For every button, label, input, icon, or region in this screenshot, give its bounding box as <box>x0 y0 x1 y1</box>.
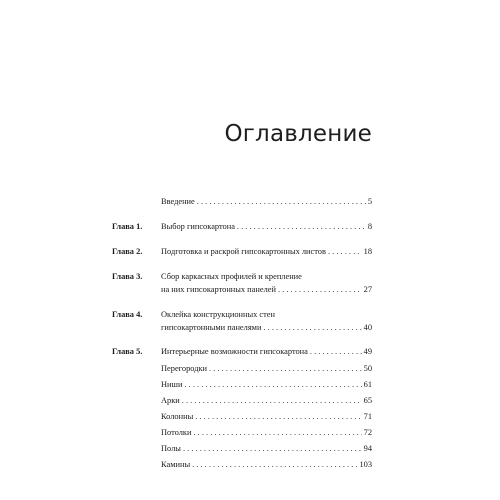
toc-entry-body <box>161 220 372 233</box>
toc-page-number: 8 <box>367 222 372 231</box>
dot-leader <box>195 410 361 423</box>
dot-leader <box>310 345 362 358</box>
chapter-label: Глава 1. <box>112 222 143 231</box>
dot-leader <box>184 378 361 391</box>
toc-page-number: 72 <box>363 428 372 437</box>
toc-line <box>161 245 372 258</box>
toc-line <box>161 270 372 283</box>
toc-subentry[interactable] <box>161 458 372 471</box>
toc-entry-body <box>161 308 372 334</box>
toc-entry-title: Введение <box>161 197 195 206</box>
chapter-label: Глава 2. <box>112 247 143 256</box>
toc-line <box>161 458 372 471</box>
toc-subentry[interactable] <box>161 442 372 455</box>
toc-line <box>161 362 372 375</box>
toc-entry-title: Подготовка и раскрой гипсокартонных листов <box>161 247 326 256</box>
toc-entry-body <box>161 245 372 258</box>
toc-line <box>161 345 372 358</box>
page-title: Оглавление <box>224 121 372 147</box>
toc-entry-body <box>161 270 372 296</box>
toc-subentry[interactable] <box>161 378 372 391</box>
toc-line <box>161 410 372 423</box>
toc-line <box>161 195 372 208</box>
toc-line <box>161 321 372 334</box>
toc-page-number: 49 <box>363 347 372 356</box>
toc-entry-title: Арки <box>161 396 180 405</box>
toc-page-number: 5 <box>367 197 372 206</box>
dot-leader <box>183 442 362 455</box>
toc-page-number: 50 <box>363 364 372 373</box>
toc-entry-title: на них гипсокартонных панелей <box>161 285 276 294</box>
toc-subentry[interactable] <box>161 410 372 423</box>
toc-subentry[interactable] <box>161 362 372 375</box>
dot-leader <box>263 321 361 334</box>
chapter-label: Глава 4. <box>112 310 143 319</box>
toc-page-number: 27 <box>363 285 372 294</box>
toc-page-number: 18 <box>363 247 372 256</box>
dot-leader <box>192 458 357 471</box>
toc-entry-title: Потолки <box>161 428 192 437</box>
toc-line <box>161 426 372 439</box>
toc-entry-title: Ниши <box>161 380 183 389</box>
toc-entry-title: Оклейка конструкционных стен <box>161 310 275 319</box>
dot-leader <box>209 362 362 375</box>
toc-entry-body <box>161 195 372 208</box>
toc-entry-title: Выбор гипсокартона <box>161 222 235 231</box>
toc-subentry[interactable] <box>161 394 372 407</box>
toc-page-number: 71 <box>363 412 372 421</box>
toc-entry-title: Перегородки <box>161 364 208 373</box>
toc-line <box>161 283 372 296</box>
chapter-label: Глава 3. <box>112 272 143 281</box>
toc-line <box>161 378 372 391</box>
toc-line <box>161 394 372 407</box>
chapter-label: Глава 5. <box>112 347 143 356</box>
toc-page-number: 103 <box>359 460 372 469</box>
toc-entry-body <box>161 345 372 358</box>
dot-leader <box>197 195 366 208</box>
dot-leader <box>193 426 361 439</box>
toc-entry-title: Камины <box>161 460 191 469</box>
toc-entry-title: гипсокартонными панелями <box>161 323 262 332</box>
toc-line <box>161 442 372 455</box>
toc-subentry[interactable] <box>161 426 372 439</box>
dot-leader <box>328 245 362 258</box>
toc-page-number: 65 <box>363 396 372 405</box>
toc-entry-title: Сбор каркасных профилей и крепление <box>161 272 302 281</box>
toc-entry-title: Колонны <box>161 412 194 421</box>
toc-line <box>161 220 372 233</box>
dot-leader <box>237 220 366 233</box>
toc-page-number: 61 <box>363 380 372 389</box>
toc-line <box>161 308 372 321</box>
dot-leader <box>182 394 362 407</box>
dot-leader <box>278 283 362 296</box>
toc-entry-title: Полы <box>161 444 181 453</box>
toc-page-number: 94 <box>363 444 372 453</box>
toc-entry-title: Интерьерные возможности гипсокартона <box>161 347 308 356</box>
toc-page-number: 40 <box>363 323 372 332</box>
